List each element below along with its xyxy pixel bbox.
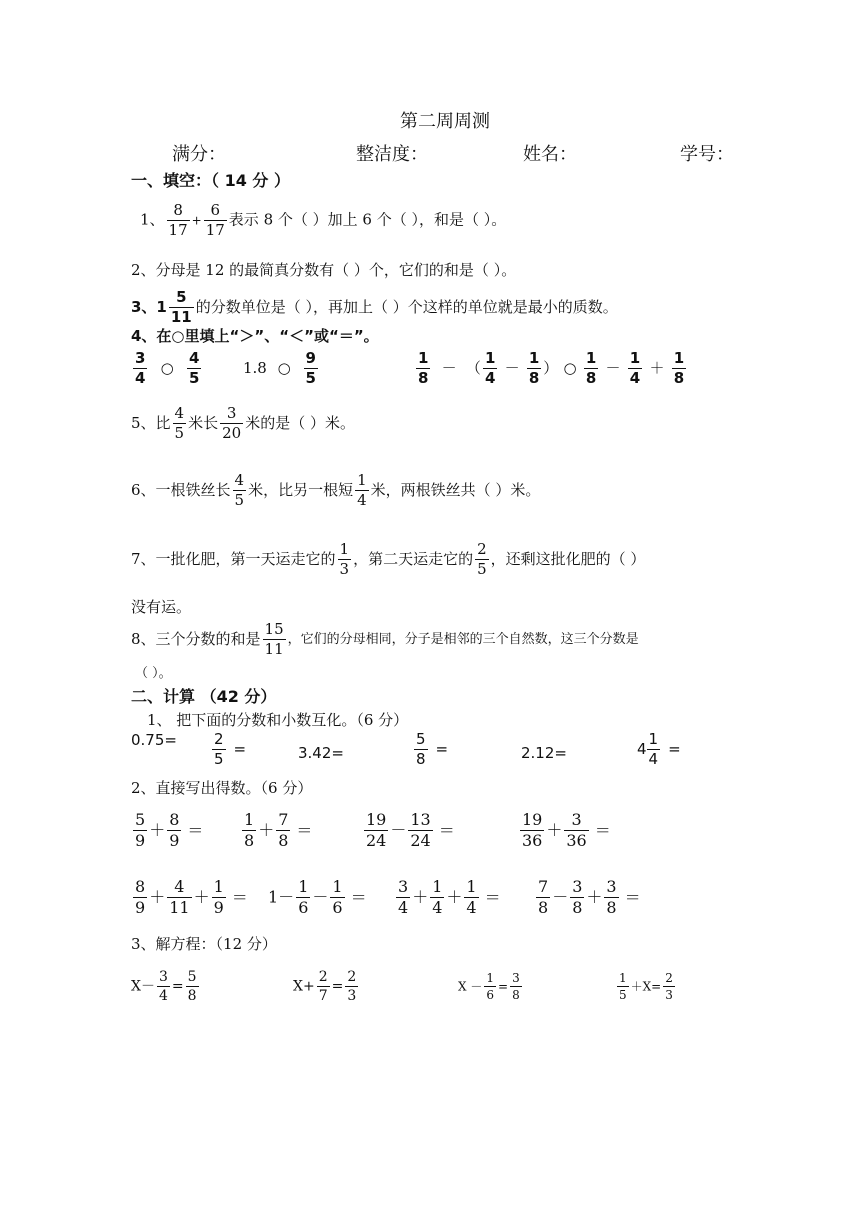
mental-calc-1: $\frac{5}{9}$ ＋ $\frac{8}{9}$ ＝ — [135, 810, 204, 850]
fraction: $\frac{3}{4}$ — [135, 349, 146, 387]
section-2-heading: 二、计算 （42 分） — [131, 687, 277, 706]
mental-calc-5: $\frac{8}{9}$ ＋ $\frac{4}{11}$ ＋ $\frac{1}{9}$ ＝ — [135, 877, 248, 917]
student-no-label: 学号： — [680, 144, 734, 165]
mental-calc-2: $\frac{1}{8}$ ＋ $\frac{7}{8}$ ＝ — [244, 810, 313, 850]
equation-1: X－ $\frac{3}{4}$ = $\frac{5}{8}$ — [131, 969, 197, 1004]
convert-item-3: 3.42= — [298, 744, 344, 762]
calc-1-label: 1、 把下面的分数和小数互化。（6 分） — [147, 711, 409, 729]
question-6: 6、一根铁丝长 $\frac{4}{5}$ 米，比另一根短 $\frac{1}{4}$ 米，两根铁丝共（ ）米。 — [131, 471, 541, 509]
question-8-blank: （ ）。 — [135, 666, 172, 681]
convert-item-4: $\frac{5}{8}$ = — [416, 730, 449, 768]
full-score-label: 满分： — [172, 144, 226, 165]
calc-3-label: 3、解方程：（12 分） — [131, 935, 277, 953]
question-5: 5、比 $\frac{4}{5}$ 米长 $\frac{3}{20}$ 米的是（ ）米。 — [131, 404, 355, 442]
mental-calc-8: $\frac{7}{8}$ － $\frac{3}{8}$ ＋ $\frac{3}{8}$ ＝ — [538, 877, 641, 917]
question-1: 1、 $\frac{8}{17}$ + $\frac{6}{17}$ 表示 8 个（ ）加上 6 个（ ），和是（ ）。 — [140, 201, 507, 239]
section-1-heading: 一、填空：（ 14 分 ） — [131, 171, 290, 190]
convert-row: 0.75= — [131, 731, 177, 749]
calc-2-label: 2、直接写出得数。（6 分） — [131, 779, 313, 797]
question-3: 3、1 $\frac{5}{11}$ 的分数单位是（ ），再加上（ ）个这样的单位就是最小的质数。 — [131, 288, 618, 326]
question-2: 2、分母是 12 的最简真分数有（ ）个，它们的和是（ ）。 — [131, 261, 517, 279]
compare-item-2: 1.8 ○ $\frac{9}{5}$ — [243, 349, 316, 387]
compare-row: $\frac{3}{4}$ ○ $\frac{4}{5}$ — [135, 349, 200, 387]
mental-calc-4: $\frac{19}{36}$ ＋ $\frac{3}{36}$ ＝ — [522, 810, 611, 850]
mental-calc-6: 1－ $\frac{1}{6}$ － $\frac{1}{6}$ ＝ — [268, 877, 367, 917]
compare-item-3: $\frac{1}{8}$ － （ $\frac{1}{4}$ － $\frac{1}{8}$ ） ○ $\frac{1}{8}$ － $\frac{1}{4}$ ＋ $\frac{1}{8}$ — [418, 349, 685, 387]
compare-circle: ○ — [160, 359, 174, 377]
neatness-label: 整洁度： — [356, 144, 428, 165]
equation-4: $\frac{1}{5}$ ＋X= $\frac{2}{3}$ — [619, 971, 673, 1002]
page-title: 第二周周测 — [400, 111, 490, 132]
convert-item-5: 2.12= — [521, 744, 567, 762]
convert-item-2: $\frac{2}{5}$ = — [214, 730, 247, 768]
question-8: 8、三个分数的和是 $\frac{15}{11}$ ，它们的分母相同，分子是相邻的三个自然数，这三个分数是 — [131, 620, 639, 658]
question-7: 7、一批化肥，第一天运走它的 $\frac{1}{3}$ ，第二天运走它的 $\frac{2}{5}$ ，还剩这批化肥的（ ） — [131, 540, 646, 578]
convert-item-6: 4 $\frac{1}{4}$ = — [637, 730, 681, 768]
equation-3: X － $\frac{1}{6}$ = $\frac{3}{8}$ — [458, 971, 520, 1002]
name-label: 姓名： — [523, 144, 577, 165]
mental-calc-3: $\frac{19}{24}$ － $\frac{13}{24}$ ＝ — [366, 810, 455, 850]
question-7-cont: 没有运。 — [131, 598, 192, 616]
question-4: 4、在○里填上“＞”、“＜”或“＝”。 — [131, 327, 379, 345]
mental-calc-7: $\frac{3}{4}$ ＋ $\frac{1}{4}$ ＋ $\frac{1}{4}$ ＝ — [398, 877, 501, 917]
equation-2: X+ $\frac{2}{7}$ = $\frac{2}{3}$ — [293, 969, 357, 1004]
